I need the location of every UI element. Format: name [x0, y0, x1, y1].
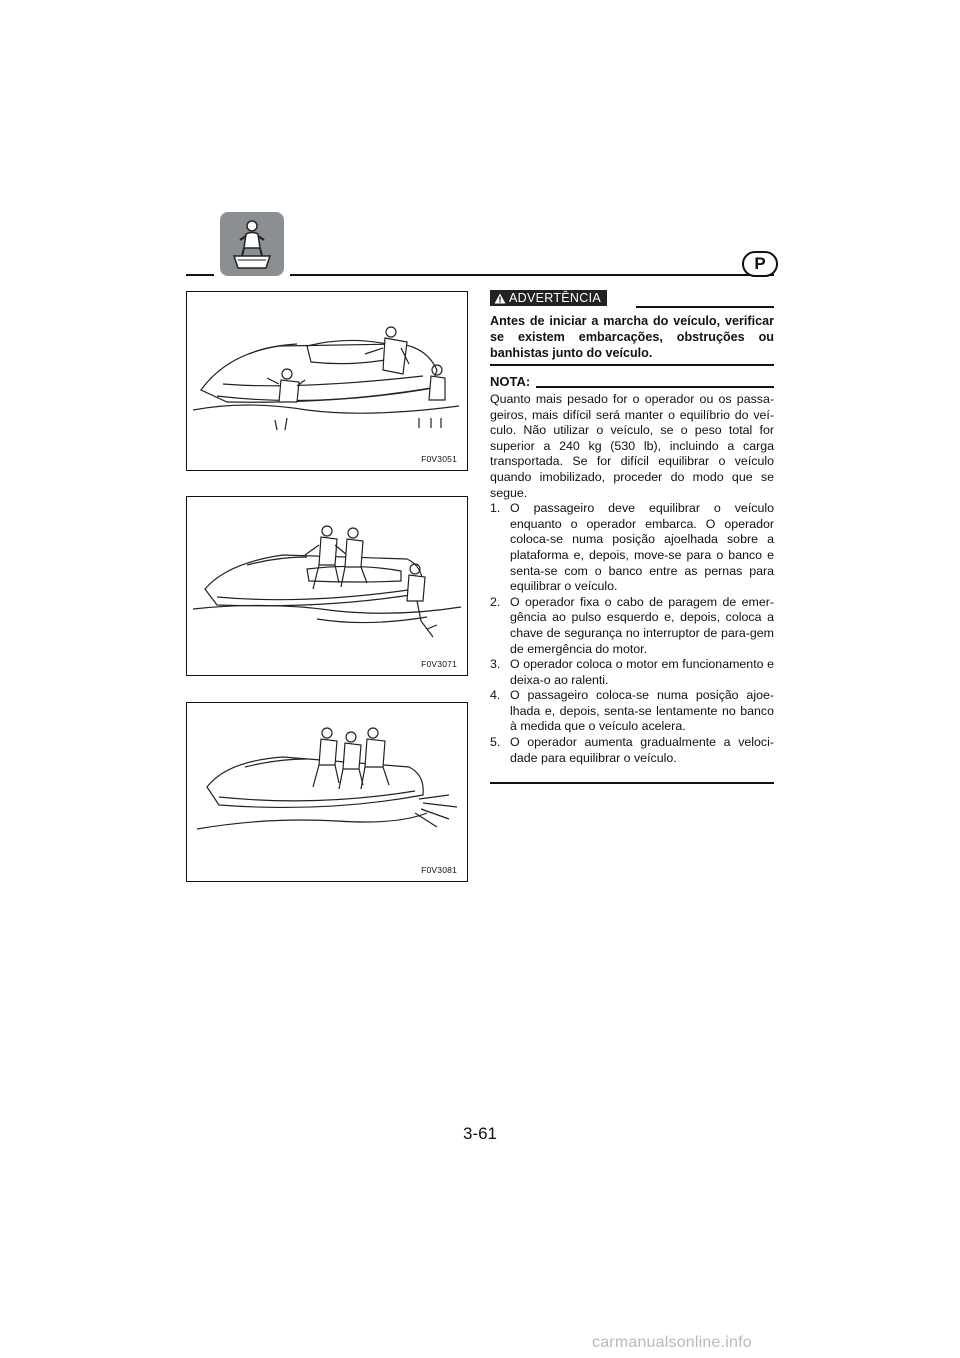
note-end-rule	[490, 782, 774, 784]
header-rule-left	[186, 274, 214, 276]
warning-triangle-icon	[494, 293, 506, 304]
warning-rule	[636, 306, 774, 308]
watercraft-rider-icon	[220, 212, 284, 276]
note-rule	[536, 386, 774, 388]
page-number: 3-61	[462, 1124, 498, 1143]
list-item	[490, 688, 774, 735]
figure-boarding-from-water	[186, 291, 468, 471]
list-item	[490, 657, 774, 688]
list-item	[490, 501, 774, 595]
warning-bottom-rule	[490, 364, 774, 366]
warning-label	[490, 290, 607, 306]
watermark-link[interactable]: carmanualsonline.info	[592, 1334, 752, 1351]
warning-label-text: ADVERTÊNCIA	[509, 291, 601, 305]
note-intro: Quanto mais pesado for o operador ou os passa-geiros, mais difícil será manter o equilíbrio do veí-culo. Não utilizar o veículo, se o peso total for superior a 240 kg (530 lb), incluindo a carga transportada. Se for difícil equilibrar o veículo quando imobilizado, proceder do modo que se segue.	[490, 392, 774, 500]
header-rule-right	[290, 274, 774, 276]
step-number: 5.	[490, 735, 501, 750]
step-text: O passageiro deve equilibrar o veículo enquanto o operador embarca. O operador coloca-se numa posição ajoelhada sobre a plataforma e, depois, move-se para o banco e senta-se com o banco entre as pernas para equilibrar o veículo.	[510, 501, 774, 594]
step-number: 2.	[490, 594, 501, 609]
figure-code: F0V3071	[421, 659, 457, 669]
figure-three-riders	[186, 702, 468, 882]
step-text: O operador coloca o motor em funcionamento e deixa-o ao ralenti.	[510, 657, 774, 687]
note-body	[490, 392, 774, 766]
step-number: 4.	[490, 688, 501, 703]
figure-code: F0V3051	[421, 454, 457, 464]
step-text: O passageiro coloca-se numa posição ajoe-lhada e, depois, senta-se lentamente no banco à medida que o veículo acelera.	[510, 688, 774, 734]
figure-code: F0V3081	[421, 865, 457, 875]
warning-text: Antes de iniciar a marcha do veículo, verificar se existem embarcações, obstruções ou banhistas junto do veículo.	[490, 314, 774, 361]
step-text: O operador fixa o cabo de paragem de emer-gência ao pulso esquerdo e, depois, coloca a chave de segurança no interruptor de para-gem de emergência do motor.	[510, 594, 774, 656]
note-steps	[490, 501, 774, 766]
list-item	[490, 735, 774, 766]
step-number: 3.	[490, 657, 501, 672]
language-badge: P	[742, 251, 778, 277]
step-text: O operador aumenta gradualmente a veloci-dade para equilibrar o veículo.	[510, 735, 774, 765]
step-number: 1.	[490, 501, 501, 516]
note-label: NOTA:	[490, 374, 531, 389]
list-item	[490, 595, 774, 657]
figure-operator-boarding	[186, 496, 468, 676]
